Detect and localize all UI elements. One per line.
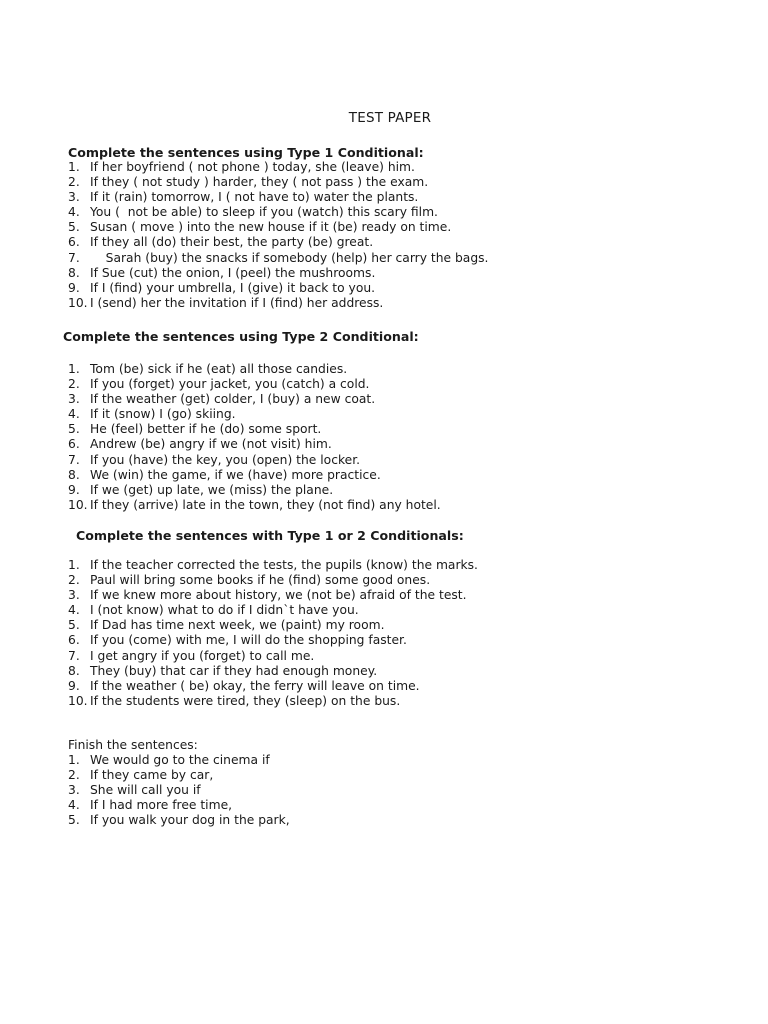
item-text: We (win) the game, if we (have) more practice. bbox=[90, 467, 381, 482]
item-number: 10. bbox=[68, 497, 88, 512]
item-text: We would go to the cinema if bbox=[90, 753, 270, 767]
list-item bbox=[68, 266, 488, 281]
item-text: She will call you if bbox=[90, 783, 201, 798]
list-item bbox=[68, 251, 488, 266]
item-number: 3. bbox=[68, 190, 80, 205]
list-item bbox=[68, 160, 488, 175]
item-text: Andrew (be) angry if we (not visit) him. bbox=[90, 437, 332, 452]
item-text: I (not know) what to do if I didn`t have you. bbox=[90, 603, 359, 618]
item-text: If Dad has time next week, we (paint) my room. bbox=[90, 618, 385, 633]
list-item bbox=[68, 437, 441, 452]
list-item bbox=[68, 813, 290, 828]
item-number: 1. bbox=[68, 558, 80, 572]
item-number: 6. bbox=[68, 437, 80, 452]
list-item bbox=[68, 588, 478, 603]
item-text: If it (snow) I (go) skiing. bbox=[90, 407, 236, 422]
list-item bbox=[68, 573, 478, 588]
item-text: If the weather (get) colder, I (buy) a new coat. bbox=[90, 392, 376, 407]
item-number: 2. bbox=[68, 768, 80, 783]
list-item bbox=[68, 281, 488, 296]
item-text: If her boyfriend ( not phone ) today, she (leave) him. bbox=[90, 160, 415, 174]
item-number: 4. bbox=[68, 205, 80, 220]
list-item bbox=[68, 377, 441, 392]
item-number: 3. bbox=[68, 392, 80, 407]
item-number: 2. bbox=[68, 573, 80, 588]
list-item bbox=[68, 453, 441, 468]
list-item bbox=[68, 618, 478, 633]
item-text: If the students were tired, they (sleep) on the bus. bbox=[90, 693, 401, 708]
item-text: If they (arrive) late in the town, they (not find) any hotel. bbox=[90, 497, 441, 512]
item-text: If the teacher corrected the tests, the pupils (know) the marks. bbox=[90, 558, 478, 572]
item-number: 5. bbox=[68, 813, 80, 828]
item-text: If they ( not study ) harder, they ( not pass ) the exam. bbox=[90, 175, 429, 190]
item-text: If the weather ( be) okay, the ferry will leave on time. bbox=[90, 678, 420, 693]
item-number: 9. bbox=[68, 280, 80, 295]
item-number: 10. bbox=[68, 693, 88, 708]
list-item bbox=[68, 498, 441, 513]
list-item bbox=[68, 483, 441, 498]
list-item bbox=[68, 205, 488, 220]
item-text: If I had more free time, bbox=[90, 798, 233, 813]
item-text: If Sue (cut) the onion, I (peel) the mushrooms. bbox=[90, 265, 376, 280]
exercise-list bbox=[68, 362, 441, 513]
item-number: 3. bbox=[68, 588, 80, 603]
item-number: 7. bbox=[68, 648, 80, 663]
section-heading: Complete the sentences using Type 1 Conditional: bbox=[68, 145, 424, 160]
item-number: 1. bbox=[68, 362, 80, 376]
item-number: 7. bbox=[68, 250, 80, 265]
list-item bbox=[68, 296, 488, 311]
item-number: 6. bbox=[68, 633, 80, 648]
list-item bbox=[68, 235, 488, 250]
item-number: 9. bbox=[68, 678, 80, 693]
section-heading: Complete the sentences with Type 1 or 2 Conditionals: bbox=[76, 528, 464, 543]
list-item bbox=[68, 679, 478, 694]
list-item bbox=[68, 783, 290, 798]
item-text: You ( not be able) to sleep if you (watch) this scary film. bbox=[90, 205, 438, 220]
section-heading: Complete the sentences using Type 2 Conditional: bbox=[63, 329, 419, 344]
item-text: If we knew more about history, we (not be) afraid of the test. bbox=[90, 588, 467, 603]
item-number: 7. bbox=[68, 452, 80, 467]
item-number: 8. bbox=[68, 467, 80, 482]
exercise-list bbox=[68, 558, 478, 709]
list-item bbox=[68, 190, 488, 205]
list-item bbox=[68, 362, 441, 377]
item-text: Paul will bring some books if he (find) some good ones. bbox=[90, 573, 431, 588]
item-number: 8. bbox=[68, 265, 80, 280]
item-text: If you (forget) your jacket, you (catch) a cold. bbox=[90, 377, 370, 392]
item-number: 4. bbox=[68, 798, 80, 813]
item-number: 4. bbox=[68, 603, 80, 618]
item-text: They (buy) that car if they had enough money. bbox=[90, 663, 378, 678]
item-number: 1. bbox=[68, 753, 80, 767]
item-text: If they came by car, bbox=[90, 768, 214, 783]
list-item bbox=[68, 633, 478, 648]
item-number: 4. bbox=[68, 407, 80, 422]
list-item bbox=[68, 753, 290, 768]
item-text: I get angry if you (forget) to call me. bbox=[90, 648, 315, 663]
list-item bbox=[68, 649, 478, 664]
item-number: 1. bbox=[68, 160, 80, 174]
list-item bbox=[68, 603, 478, 618]
list-item bbox=[68, 694, 478, 709]
item-number: 2. bbox=[68, 377, 80, 392]
item-text: Sarah (buy) the snacks if somebody (help) her carry the bags. bbox=[90, 250, 489, 265]
item-number: 8. bbox=[68, 663, 80, 678]
item-text: Susan ( move ) into the new house if it (be) ready on time. bbox=[90, 220, 452, 235]
item-text: If you walk your dog in the park, bbox=[90, 813, 290, 828]
list-item bbox=[68, 798, 290, 813]
item-text: If it (rain) tomorrow, I ( not have to) water the plants. bbox=[90, 190, 419, 205]
item-number: 5. bbox=[68, 220, 80, 235]
section-heading: Finish the sentences: bbox=[68, 738, 198, 752]
list-item bbox=[68, 220, 488, 235]
item-number: 3. bbox=[68, 783, 80, 798]
item-number: 2. bbox=[68, 175, 80, 190]
item-text: I (send) her the invitation if I (find) her address. bbox=[90, 295, 384, 310]
item-text: If we (get) up late, we (miss) the plane. bbox=[90, 482, 334, 497]
item-text: Tom (be) sick if he (eat) all those candies. bbox=[90, 362, 348, 376]
item-text: If you (have) the key, you (open) the locker. bbox=[90, 452, 361, 467]
list-item bbox=[68, 468, 441, 483]
list-item bbox=[68, 422, 441, 437]
list-item bbox=[68, 175, 488, 190]
list-item bbox=[68, 768, 290, 783]
exercise-list bbox=[68, 753, 290, 828]
item-number: 5. bbox=[68, 618, 80, 633]
list-item bbox=[68, 558, 478, 573]
item-text: If they all (do) their best, the party (be) great. bbox=[90, 235, 374, 250]
item-number: 9. bbox=[68, 482, 80, 497]
list-item bbox=[68, 407, 441, 422]
item-text: If I (find) your umbrella, I (give) it back to you. bbox=[90, 280, 376, 295]
item-text: He (feel) better if he (do) some sport. bbox=[90, 422, 322, 437]
item-text: If you (come) with me, I will do the shopping faster. bbox=[90, 633, 407, 648]
exercise-list bbox=[68, 160, 488, 311]
item-number: 6. bbox=[68, 235, 80, 250]
list-item bbox=[68, 664, 478, 679]
list-item bbox=[68, 392, 441, 407]
page-title: TEST PAPER bbox=[348, 110, 432, 126]
item-number: 10. bbox=[68, 295, 88, 310]
item-number: 5. bbox=[68, 422, 80, 437]
